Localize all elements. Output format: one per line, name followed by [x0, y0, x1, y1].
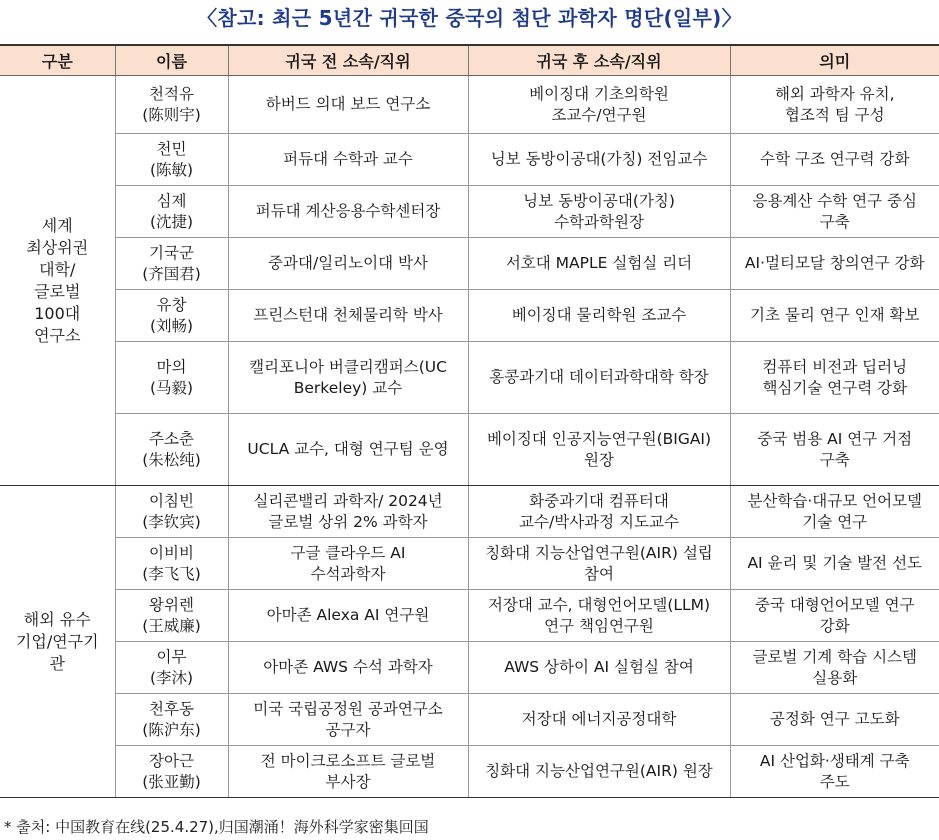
before-cell: 퍼듀대 계산응용수학센터장 — [228, 186, 468, 238]
page-title: 〈참고: 최근 5년간 귀국한 중국의 첨단 과학자 명단(일부)〉 — [197, 6, 742, 30]
meaning-cell: 공정화 연구 고도화 — [730, 694, 939, 746]
before-cell: 중과대/일리노이대 박사 — [228, 238, 468, 290]
name-cell: 유창 (刘畅) — [115, 290, 228, 342]
after-cell: 서호대 MAPLE 실험실 리더 — [468, 238, 730, 290]
header-name: 이름 — [115, 45, 228, 76]
table-row — [0, 642, 939, 694]
meaning-cell: 중국 범용 AI 연구 거점 구축 — [730, 414, 939, 486]
source-note: * 출처: 中国教育在线(25.4.27),归国潮涌！海外科学家密集回国 — [4, 818, 429, 836]
after-cell: 칭화대 지능산업연구원(AIR) 원장 — [468, 746, 730, 798]
after-cell: 화중과기대 컴퓨터대 교수/박사과정 지도교수 — [468, 486, 730, 538]
category-cell: 해외 유수 기업/연구기 관 — [0, 486, 115, 798]
header-before: 귀국 전 소속/직위 — [228, 45, 468, 76]
name-cell: 천민 (陈敏) — [115, 134, 228, 186]
name-cell: 천적유 (陈则宇) — [115, 76, 228, 134]
after-cell: 베이징대 기초의학원 조교수/연구원 — [468, 76, 730, 134]
before-cell: 퍼듀대 수학과 교수 — [228, 134, 468, 186]
meaning-cell: 수학 구조 연구력 강화 — [730, 134, 939, 186]
after-cell: 칭화대 지능산업연구원(AIR) 설립 참여 — [468, 538, 730, 590]
table-row — [0, 342, 939, 414]
meaning-cell: 분산학습·대규모 언어모델 기술 연구 — [730, 486, 939, 538]
table-row — [0, 694, 939, 746]
name-cell: 기국군 (齐国君) — [115, 238, 228, 290]
before-cell: 실리콘밸리 과학자/ 2024년 글로벌 상위 2% 과학자 — [228, 486, 468, 538]
name-cell: 천후동 (陈沪东) — [115, 694, 228, 746]
meaning-cell: 글로벌 기계 학습 시스템 실용화 — [730, 642, 939, 694]
name-cell: 주소춘 (朱松纯) — [115, 414, 228, 486]
before-cell: 프린스턴대 천체물리학 박사 — [228, 290, 468, 342]
meaning-cell: AI 산업화·생태계 구축 주도 — [730, 746, 939, 798]
after-cell: 닝보 동방이공대(가칭) 전임교수 — [468, 134, 730, 186]
after-cell: 베이징대 물리학원 조교수 — [468, 290, 730, 342]
before-cell: 아마존 Alexa AI 연구원 — [228, 590, 468, 642]
meaning-cell: 응용계산 수학 연구 중심 구축 — [730, 186, 939, 238]
scientists-table — [0, 44, 939, 798]
name-cell: 마의 (马毅) — [115, 342, 228, 414]
table-row — [0, 134, 939, 186]
after-cell: 베이징대 인공지능연구원(BIGAI) 원장 — [468, 414, 730, 486]
before-cell: 미국 국립공정원 공과연구소 공구자 — [228, 694, 468, 746]
after-cell: 닝보 동방이공대(가칭) 수학과학원장 — [468, 186, 730, 238]
meaning-cell: AI 윤리 및 기술 발전 선도 — [730, 538, 939, 590]
header-row — [0, 45, 939, 76]
name-cell: 이침빈 (李钦宾) — [115, 486, 228, 538]
after-cell: AWS 상하이 AI 실험실 참여 — [468, 642, 730, 694]
before-cell: 아마존 AWS 수석 과학자 — [228, 642, 468, 694]
after-cell: 저장대 교수, 대형언어모델(LLM) 연구 책임연구원 — [468, 590, 730, 642]
table-row — [0, 290, 939, 342]
before-cell: 구글 클라우드 AI 수석과학자 — [228, 538, 468, 590]
after-cell: 저장대 에너지공정대학 — [468, 694, 730, 746]
meaning-cell: 컴퓨터 비전과 딥러닝 핵심기술 연구력 강화 — [730, 342, 939, 414]
name-cell: 심제 (沈捷) — [115, 186, 228, 238]
name-cell: 장아근 (张亚勤) — [115, 746, 228, 798]
table-row — [0, 486, 939, 538]
table-row — [0, 746, 939, 798]
table-row — [0, 186, 939, 238]
meaning-cell: 기초 물리 연구 인재 확보 — [730, 290, 939, 342]
table-row — [0, 414, 939, 486]
name-cell: 이무 (李沐) — [115, 642, 228, 694]
before-cell: 캘리포니아 버클리캠퍼스(UC Berkeley) 교수 — [228, 342, 468, 414]
name-cell: 왕위렌 (王威廉) — [115, 590, 228, 642]
meaning-cell: 중국 대형언어모델 연구 강화 — [730, 590, 939, 642]
table-row — [0, 76, 939, 134]
before-cell: UCLA 교수, 대형 연구팀 운영 — [228, 414, 468, 486]
name-cell: 이비비 (李飞飞) — [115, 538, 228, 590]
table-row — [0, 590, 939, 642]
after-cell: 홍콩과기대 데이터과학대학 학장 — [468, 342, 730, 414]
header-after: 귀국 후 소속/직위 — [468, 45, 730, 76]
table-row — [0, 238, 939, 290]
before-cell: 전 마이크로소프트 글로벌 부사장 — [228, 746, 468, 798]
meaning-cell: AI·멀티모달 창의연구 강화 — [730, 238, 939, 290]
meaning-cell: 해외 과학자 유치, 협조적 팀 구성 — [730, 76, 939, 134]
header-meaning: 의미 — [730, 45, 939, 76]
category-cell: 세계 최상위권 대학/ 글로벌 100대 연구소 — [0, 76, 115, 486]
before-cell: 하버드 의대 보드 연구소 — [228, 76, 468, 134]
table-row — [0, 538, 939, 590]
header-category: 구분 — [0, 45, 115, 76]
